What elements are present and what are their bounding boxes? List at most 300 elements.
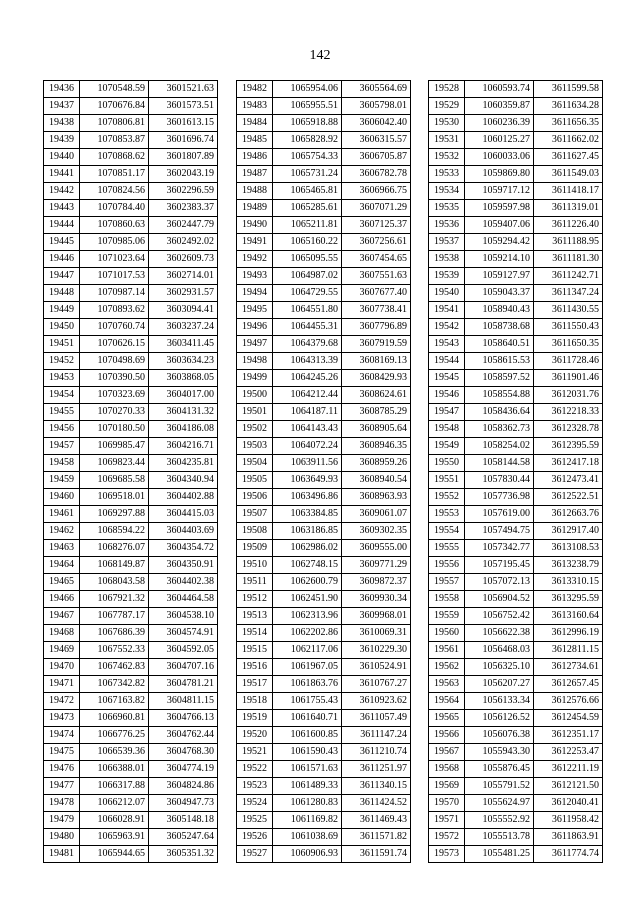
point-id-cell: 19444 — [44, 217, 80, 234]
point-id-cell: 19480 — [44, 829, 80, 846]
x-coordinate-cell: 1071023.64 — [80, 251, 149, 268]
x-coordinate-cell: 1057830.44 — [465, 472, 534, 489]
point-id-cell: 19551 — [429, 472, 465, 489]
table-row — [429, 710, 603, 727]
table-row — [44, 251, 218, 268]
y-coordinate-cell: 3613310.15 — [534, 574, 603, 591]
point-id-cell: 19553 — [429, 506, 465, 523]
table-row — [237, 506, 411, 523]
table-row — [237, 574, 411, 591]
x-coordinate-cell: 1061755.43 — [273, 693, 342, 710]
table-row — [429, 149, 603, 166]
point-id-cell: 19554 — [429, 523, 465, 540]
y-coordinate-cell: 3611591.74 — [342, 846, 411, 863]
y-coordinate-cell: 3607551.63 — [342, 268, 411, 285]
table-row — [44, 540, 218, 557]
x-coordinate-cell: 1061640.71 — [273, 710, 342, 727]
table-row — [44, 336, 218, 353]
table-row — [44, 846, 218, 863]
x-coordinate-cell: 1062451.90 — [273, 591, 342, 608]
table-row — [237, 81, 411, 98]
x-coordinate-cell: 1056076.38 — [465, 727, 534, 744]
table-row — [429, 132, 603, 149]
y-coordinate-cell: 3612328.78 — [534, 421, 603, 438]
y-coordinate-cell: 3604354.72 — [149, 540, 218, 557]
y-coordinate-cell: 3608963.93 — [342, 489, 411, 506]
point-id-cell: 19476 — [44, 761, 80, 778]
x-coordinate-cell: 1057619.00 — [465, 506, 534, 523]
point-id-cell: 19453 — [44, 370, 80, 387]
point-id-cell: 19496 — [237, 319, 273, 336]
y-coordinate-cell: 3612253.47 — [534, 744, 603, 761]
point-id-cell: 19440 — [44, 149, 80, 166]
y-coordinate-cell: 3610524.91 — [342, 659, 411, 676]
x-coordinate-cell: 1064212.44 — [273, 387, 342, 404]
x-coordinate-cell: 1060906.93 — [273, 846, 342, 863]
y-coordinate-cell: 3605247.64 — [149, 829, 218, 846]
point-id-cell: 19556 — [429, 557, 465, 574]
table-row — [237, 625, 411, 642]
y-coordinate-cell: 3611226.40 — [534, 217, 603, 234]
table-row — [429, 608, 603, 625]
point-id-cell: 19544 — [429, 353, 465, 370]
y-coordinate-cell: 3604707.16 — [149, 659, 218, 676]
table-row — [237, 370, 411, 387]
point-id-cell: 19469 — [44, 642, 80, 659]
y-coordinate-cell: 3605148.18 — [149, 812, 218, 829]
point-id-cell: 19568 — [429, 761, 465, 778]
point-id-cell: 19559 — [429, 608, 465, 625]
point-id-cell: 19560 — [429, 625, 465, 642]
x-coordinate-cell: 1071017.53 — [80, 268, 149, 285]
x-coordinate-cell: 1070784.40 — [80, 200, 149, 217]
table-row — [429, 761, 603, 778]
point-id-cell: 19497 — [237, 336, 273, 353]
x-coordinate-cell: 1064072.24 — [273, 438, 342, 455]
table-row — [44, 370, 218, 387]
x-coordinate-cell: 1062313.96 — [273, 608, 342, 625]
table-row — [237, 693, 411, 710]
x-coordinate-cell: 1065731.24 — [273, 166, 342, 183]
y-coordinate-cell: 3612996.19 — [534, 625, 603, 642]
y-coordinate-cell: 3611728.46 — [534, 353, 603, 370]
point-id-cell: 19437 — [44, 98, 80, 115]
table-row — [429, 727, 603, 744]
point-id-cell: 19572 — [429, 829, 465, 846]
table-row — [237, 234, 411, 251]
table-row — [429, 795, 603, 812]
point-id-cell: 19514 — [237, 625, 273, 642]
y-coordinate-cell: 3603868.05 — [149, 370, 218, 387]
table-row — [44, 659, 218, 676]
y-coordinate-cell: 3611210.74 — [342, 744, 411, 761]
x-coordinate-cell: 1059127.97 — [465, 268, 534, 285]
table-row — [44, 676, 218, 693]
x-coordinate-cell: 1069518.01 — [80, 489, 149, 506]
point-id-cell: 19492 — [237, 251, 273, 268]
point-id-cell: 19473 — [44, 710, 80, 727]
x-coordinate-cell: 1058436.64 — [465, 404, 534, 421]
y-coordinate-cell: 3611901.46 — [534, 370, 603, 387]
point-id-cell: 19463 — [44, 540, 80, 557]
point-id-cell: 19459 — [44, 472, 80, 489]
point-id-cell: 19517 — [237, 676, 273, 693]
point-id-cell: 19523 — [237, 778, 273, 795]
table-row — [237, 115, 411, 132]
x-coordinate-cell: 1061489.33 — [273, 778, 342, 795]
table-row — [429, 404, 603, 421]
y-coordinate-cell: 3601521.63 — [149, 81, 218, 98]
y-coordinate-cell: 3607256.61 — [342, 234, 411, 251]
point-id-cell: 19518 — [237, 693, 273, 710]
table-row — [237, 523, 411, 540]
table-row — [429, 676, 603, 693]
y-coordinate-cell: 3608959.26 — [342, 455, 411, 472]
y-coordinate-cell: 3611550.43 — [534, 319, 603, 336]
y-coordinate-cell: 3613295.59 — [534, 591, 603, 608]
y-coordinate-cell: 3602296.59 — [149, 183, 218, 200]
point-id-cell: 19454 — [44, 387, 80, 404]
x-coordinate-cell: 1062748.15 — [273, 557, 342, 574]
y-coordinate-cell: 3607125.37 — [342, 217, 411, 234]
point-id-cell: 19535 — [429, 200, 465, 217]
table-row — [237, 319, 411, 336]
point-id-cell: 19561 — [429, 642, 465, 659]
point-id-cell: 19501 — [237, 404, 273, 421]
y-coordinate-cell: 3607796.89 — [342, 319, 411, 336]
x-coordinate-cell: 1057494.75 — [465, 523, 534, 540]
point-id-cell: 19465 — [44, 574, 80, 591]
x-coordinate-cell: 1058254.02 — [465, 438, 534, 455]
y-coordinate-cell: 3606966.75 — [342, 183, 411, 200]
table-row — [44, 744, 218, 761]
x-coordinate-cell: 1065918.88 — [273, 115, 342, 132]
point-id-cell: 19522 — [237, 761, 273, 778]
x-coordinate-cell: 1066317.88 — [80, 778, 149, 795]
y-coordinate-cell: 3611469.43 — [342, 812, 411, 829]
y-coordinate-cell: 3608169.13 — [342, 353, 411, 370]
point-id-cell: 19542 — [429, 319, 465, 336]
point-id-cell: 19510 — [237, 557, 273, 574]
y-coordinate-cell: 3610923.62 — [342, 693, 411, 710]
table-row — [44, 523, 218, 540]
table-row — [429, 183, 603, 200]
point-id-cell: 19534 — [429, 183, 465, 200]
x-coordinate-cell: 1067921.32 — [80, 591, 149, 608]
table-row — [44, 812, 218, 829]
y-coordinate-cell: 3604762.44 — [149, 727, 218, 744]
point-id-cell: 19498 — [237, 353, 273, 370]
x-coordinate-cell: 1059214.10 — [465, 251, 534, 268]
x-coordinate-cell: 1064187.11 — [273, 404, 342, 421]
table-row — [44, 132, 218, 149]
point-id-cell: 19478 — [44, 795, 80, 812]
x-coordinate-cell: 1058738.68 — [465, 319, 534, 336]
y-coordinate-cell: 3601573.51 — [149, 98, 218, 115]
table-row — [429, 115, 603, 132]
x-coordinate-cell: 1060593.74 — [465, 81, 534, 98]
x-coordinate-cell: 1064245.26 — [273, 370, 342, 387]
table-row — [429, 778, 603, 795]
x-coordinate-cell: 1068043.58 — [80, 574, 149, 591]
x-coordinate-cell: 1056468.03 — [465, 642, 534, 659]
point-id-cell: 19489 — [237, 200, 273, 217]
y-coordinate-cell: 3607738.41 — [342, 302, 411, 319]
x-coordinate-cell: 1061967.05 — [273, 659, 342, 676]
x-coordinate-cell: 1056752.42 — [465, 608, 534, 625]
table-row — [44, 387, 218, 404]
y-coordinate-cell: 3602383.37 — [149, 200, 218, 217]
x-coordinate-cell: 1055791.52 — [465, 778, 534, 795]
x-coordinate-cell: 1062117.06 — [273, 642, 342, 659]
point-id-cell: 19545 — [429, 370, 465, 387]
x-coordinate-cell: 1055513.78 — [465, 829, 534, 846]
point-id-cell: 19461 — [44, 506, 80, 523]
point-id-cell: 19526 — [237, 829, 273, 846]
y-coordinate-cell: 3606315.57 — [342, 132, 411, 149]
point-id-cell: 19474 — [44, 727, 80, 744]
y-coordinate-cell: 3611650.35 — [534, 336, 603, 353]
table-row — [237, 404, 411, 421]
table-row — [44, 438, 218, 455]
point-id-cell: 19513 — [237, 608, 273, 625]
x-coordinate-cell: 1070676.84 — [80, 98, 149, 115]
point-id-cell: 19443 — [44, 200, 80, 217]
point-id-cell: 19452 — [44, 353, 80, 370]
point-id-cell: 19505 — [237, 472, 273, 489]
x-coordinate-cell: 1070868.62 — [80, 149, 149, 166]
x-coordinate-cell: 1064313.39 — [273, 353, 342, 370]
table-row — [44, 608, 218, 625]
y-coordinate-cell: 3602714.01 — [149, 268, 218, 285]
x-coordinate-cell: 1064455.31 — [273, 319, 342, 336]
point-id-cell: 19475 — [44, 744, 80, 761]
table-row — [429, 557, 603, 574]
y-coordinate-cell: 3604216.71 — [149, 438, 218, 455]
point-id-cell: 19519 — [237, 710, 273, 727]
point-id-cell: 19464 — [44, 557, 80, 574]
table-row — [237, 455, 411, 472]
point-id-cell: 19472 — [44, 693, 80, 710]
x-coordinate-cell: 1058615.53 — [465, 353, 534, 370]
table-row — [44, 574, 218, 591]
table-row — [429, 319, 603, 336]
x-coordinate-cell: 1070851.17 — [80, 166, 149, 183]
y-coordinate-cell: 3611656.35 — [534, 115, 603, 132]
table-row — [429, 455, 603, 472]
table-row — [237, 727, 411, 744]
x-coordinate-cell: 1060125.27 — [465, 132, 534, 149]
x-coordinate-cell: 1070323.69 — [80, 387, 149, 404]
x-coordinate-cell: 1069985.47 — [80, 438, 149, 455]
x-coordinate-cell: 1061600.85 — [273, 727, 342, 744]
y-coordinate-cell: 3607677.40 — [342, 285, 411, 302]
x-coordinate-cell: 1070760.74 — [80, 319, 149, 336]
x-coordinate-cell: 1063911.56 — [273, 455, 342, 472]
point-id-cell: 19524 — [237, 795, 273, 812]
point-id-cell: 19503 — [237, 438, 273, 455]
y-coordinate-cell: 3610767.27 — [342, 676, 411, 693]
table-row — [44, 268, 218, 285]
x-coordinate-cell: 1065954.06 — [273, 81, 342, 98]
point-id-cell: 19521 — [237, 744, 273, 761]
y-coordinate-cell: 3608429.93 — [342, 370, 411, 387]
table-row — [429, 829, 603, 846]
point-id-cell: 19549 — [429, 438, 465, 455]
x-coordinate-cell: 1063496.86 — [273, 489, 342, 506]
table-row — [44, 778, 218, 795]
table-row — [237, 795, 411, 812]
x-coordinate-cell: 1055552.92 — [465, 812, 534, 829]
table-row — [237, 778, 411, 795]
x-coordinate-cell: 1056133.34 — [465, 693, 534, 710]
x-coordinate-cell: 1068594.22 — [80, 523, 149, 540]
y-coordinate-cell: 3612473.41 — [534, 472, 603, 489]
coordinate-table-3 — [428, 80, 603, 863]
y-coordinate-cell: 3612734.61 — [534, 659, 603, 676]
x-coordinate-cell: 1065754.33 — [273, 149, 342, 166]
x-coordinate-cell: 1069685.58 — [80, 472, 149, 489]
y-coordinate-cell: 3605564.69 — [342, 81, 411, 98]
point-id-cell: 19456 — [44, 421, 80, 438]
point-id-cell: 19441 — [44, 166, 80, 183]
y-coordinate-cell: 3608940.54 — [342, 472, 411, 489]
y-coordinate-cell: 3611340.15 — [342, 778, 411, 795]
x-coordinate-cell: 1063186.85 — [273, 523, 342, 540]
x-coordinate-cell: 1070548.59 — [80, 81, 149, 98]
y-coordinate-cell: 3612417.18 — [534, 455, 603, 472]
table-row — [237, 438, 411, 455]
x-coordinate-cell: 1056207.27 — [465, 676, 534, 693]
y-coordinate-cell: 3604464.58 — [149, 591, 218, 608]
table-row — [44, 234, 218, 251]
y-coordinate-cell: 3605798.01 — [342, 98, 411, 115]
x-coordinate-cell: 1066539.36 — [80, 744, 149, 761]
x-coordinate-cell: 1065963.91 — [80, 829, 149, 846]
point-id-cell: 19543 — [429, 336, 465, 353]
x-coordinate-cell: 1064143.43 — [273, 421, 342, 438]
y-coordinate-cell: 3603634.23 — [149, 353, 218, 370]
x-coordinate-cell: 1061571.63 — [273, 761, 342, 778]
table-row — [429, 693, 603, 710]
table-row — [44, 98, 218, 115]
point-id-cell: 19468 — [44, 625, 80, 642]
table-row — [44, 319, 218, 336]
x-coordinate-cell: 1058940.43 — [465, 302, 534, 319]
table-row — [429, 234, 603, 251]
point-id-cell: 19466 — [44, 591, 80, 608]
y-coordinate-cell: 3603094.41 — [149, 302, 218, 319]
table-row — [429, 387, 603, 404]
x-coordinate-cell: 1055943.30 — [465, 744, 534, 761]
table-row — [237, 132, 411, 149]
point-id-cell: 19488 — [237, 183, 273, 200]
point-id-cell: 19557 — [429, 574, 465, 591]
point-id-cell: 19539 — [429, 268, 465, 285]
point-id-cell: 19530 — [429, 115, 465, 132]
x-coordinate-cell: 1062986.02 — [273, 540, 342, 557]
table-row — [429, 251, 603, 268]
table-row — [44, 353, 218, 370]
table-row — [429, 353, 603, 370]
coordinate-table-2 — [236, 80, 411, 863]
y-coordinate-cell: 3604538.10 — [149, 608, 218, 625]
point-id-cell: 19477 — [44, 778, 80, 795]
table-row — [44, 404, 218, 421]
point-id-cell: 19546 — [429, 387, 465, 404]
point-id-cell: 19538 — [429, 251, 465, 268]
x-coordinate-cell: 1057195.45 — [465, 557, 534, 574]
y-coordinate-cell: 3608785.29 — [342, 404, 411, 421]
y-coordinate-cell: 3612031.76 — [534, 387, 603, 404]
x-coordinate-cell: 1064729.55 — [273, 285, 342, 302]
x-coordinate-cell: 1070853.87 — [80, 132, 149, 149]
table-row — [44, 115, 218, 132]
y-coordinate-cell: 3612522.51 — [534, 489, 603, 506]
y-coordinate-cell: 3612040.41 — [534, 795, 603, 812]
table-row — [44, 625, 218, 642]
y-coordinate-cell: 3604811.15 — [149, 693, 218, 710]
point-id-cell: 19541 — [429, 302, 465, 319]
table-row — [429, 591, 603, 608]
y-coordinate-cell: 3612218.33 — [534, 404, 603, 421]
point-id-cell: 19504 — [237, 455, 273, 472]
y-coordinate-cell: 3611863.91 — [534, 829, 603, 846]
point-id-cell: 19467 — [44, 608, 80, 625]
table-row — [237, 812, 411, 829]
x-coordinate-cell: 1062600.79 — [273, 574, 342, 591]
y-coordinate-cell: 3612395.59 — [534, 438, 603, 455]
y-coordinate-cell: 3607454.65 — [342, 251, 411, 268]
y-coordinate-cell: 3604824.86 — [149, 778, 218, 795]
point-id-cell: 19509 — [237, 540, 273, 557]
table-row — [44, 81, 218, 98]
table-row — [237, 676, 411, 693]
x-coordinate-cell: 1066212.07 — [80, 795, 149, 812]
x-coordinate-cell: 1060359.87 — [465, 98, 534, 115]
y-coordinate-cell: 3601613.15 — [149, 115, 218, 132]
point-id-cell: 19529 — [429, 98, 465, 115]
point-id-cell: 19491 — [237, 234, 273, 251]
x-coordinate-cell: 1063649.93 — [273, 472, 342, 489]
table-row — [237, 353, 411, 370]
table-row — [44, 472, 218, 489]
x-coordinate-cell: 1056904.52 — [465, 591, 534, 608]
table-row — [237, 149, 411, 166]
x-coordinate-cell: 1067462.83 — [80, 659, 149, 676]
x-coordinate-cell: 1065465.81 — [273, 183, 342, 200]
x-coordinate-cell: 1070860.63 — [80, 217, 149, 234]
coordinate-table-1 — [43, 80, 218, 863]
point-id-cell: 19436 — [44, 81, 80, 98]
point-id-cell: 19460 — [44, 489, 80, 506]
table-row — [429, 302, 603, 319]
point-id-cell: 19511 — [237, 574, 273, 591]
x-coordinate-cell: 1067686.39 — [80, 625, 149, 642]
point-id-cell: 19483 — [237, 98, 273, 115]
point-id-cell: 19457 — [44, 438, 80, 455]
point-id-cell: 19552 — [429, 489, 465, 506]
y-coordinate-cell: 3611571.82 — [342, 829, 411, 846]
y-coordinate-cell: 3607919.59 — [342, 336, 411, 353]
point-id-cell: 19527 — [237, 846, 273, 863]
x-coordinate-cell: 1070985.06 — [80, 234, 149, 251]
y-coordinate-cell: 3609968.01 — [342, 608, 411, 625]
y-coordinate-cell: 3604947.73 — [149, 795, 218, 812]
x-coordinate-cell: 1059294.42 — [465, 234, 534, 251]
x-coordinate-cell: 1069297.88 — [80, 506, 149, 523]
y-coordinate-cell: 3613238.79 — [534, 557, 603, 574]
